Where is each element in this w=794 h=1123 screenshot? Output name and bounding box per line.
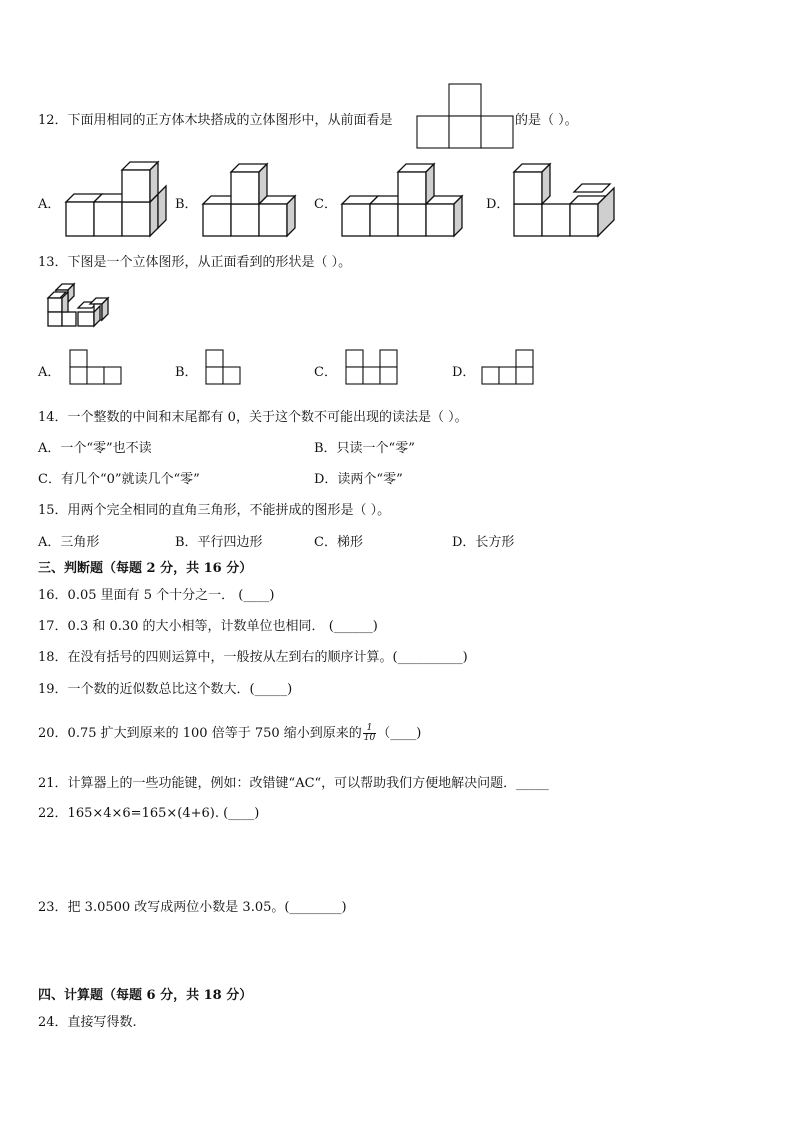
q19-text: 19．一个数的近似数总比这个数大．(_____) <box>38 682 293 697</box>
q20-fraction <box>363 724 376 743</box>
q24-text: 24．直接写得数. <box>38 1015 137 1030</box>
q12-option-a-label[interactable]: A． <box>38 197 61 212</box>
section-3-heading: 三、判断题（每题 2 分，共 16 分） <box>38 561 253 576</box>
q12-text-before: 12．下面用相同的正方体木块搭成的立体图形中，从前面看是 <box>38 113 393 128</box>
q12-text <box>38 109 393 128</box>
q12-option-b-label[interactable]: B． <box>175 197 198 212</box>
q18-text: 18．在没有括号的四则运算中，一般按从左到右的顺序计算。(__________) <box>38 650 468 665</box>
q13-option-b-figure <box>206 350 242 384</box>
q13-option-d-figure <box>482 350 534 384</box>
q12-option-d-label[interactable]: D． <box>486 197 510 212</box>
q14-text: 14．一个整数的中间和末尾都有 0，关于这个数不可能出现的读法是（ ）。 <box>38 410 468 425</box>
q14-option-c[interactable]: C．有几个“0”就读几个“零” <box>38 472 200 487</box>
q12-option-a-figure <box>66 162 170 238</box>
q12-option-d-figure <box>514 162 624 238</box>
q20-fraction-numerator: 1 <box>363 724 376 734</box>
q15-option-a[interactable]: A．三角形 <box>38 535 100 550</box>
q16-text: 16．0.05 里面有 5 个十分之一． (____) <box>38 588 275 603</box>
q13-option-c-figure <box>346 350 398 384</box>
q20-text-before: 20．0.75 扩大到原来的 100 倍等于 750 缩小到原来的 <box>38 726 362 741</box>
q13-text: 13．下图是一个立体图形，从正面看到的形状是（ ）。 <box>38 255 352 270</box>
q20-text <box>38 722 421 743</box>
q15-option-d[interactable]: D．长方形 <box>452 535 515 550</box>
q15-text: 15．用两个完全相同的直角三角形，不能拼成的图形是（ ）。 <box>38 503 391 518</box>
q22-text: 22．165×4×6=165×(4+6). (____) <box>38 806 260 821</box>
q13-option-c-label[interactable]: C． <box>314 365 337 380</box>
section-4-heading: 四、计算题（每题 6 分，共 18 分） <box>38 988 253 1003</box>
q17-text: 17．0.3 和 0.30 的大小相等，计数单位也相同． (______) <box>38 619 378 634</box>
q23-text: 23．把 3.0500 改写成两位小数是 3.05。(________) <box>38 900 347 915</box>
q13-option-d-label[interactable]: D． <box>452 365 476 380</box>
q14-option-d[interactable]: D．读两个“零” <box>314 472 403 487</box>
q14-option-a[interactable]: A．一个“零”也不读 <box>38 441 152 456</box>
q12-front-view-figure <box>417 84 513 148</box>
q20-fraction-denominator: 10 <box>363 733 376 743</box>
q15-option-b[interactable]: B．平行四边形 <box>175 535 263 550</box>
q20-text-after: （____) <box>377 726 422 741</box>
q13-option-a-figure <box>70 350 122 384</box>
q12-option-b-figure <box>203 162 307 238</box>
q21-text: 21．计算器上的一些功能键，例如：改错键“AC“，可以帮助我们方便地解决问题．_____ <box>38 776 549 791</box>
q15-option-c[interactable]: C．梯形 <box>314 535 363 550</box>
q12-option-c-figure <box>342 162 472 238</box>
q12-text-after: 的是（ ）。 <box>515 113 578 128</box>
q13-option-a-label[interactable]: A． <box>38 365 61 380</box>
q12-option-c-label[interactable]: C． <box>314 197 337 212</box>
q13-solid-figure <box>44 282 110 330</box>
q13-option-b-label[interactable]: B． <box>175 365 198 380</box>
q14-option-b[interactable]: B．只读一个“零” <box>314 441 415 456</box>
